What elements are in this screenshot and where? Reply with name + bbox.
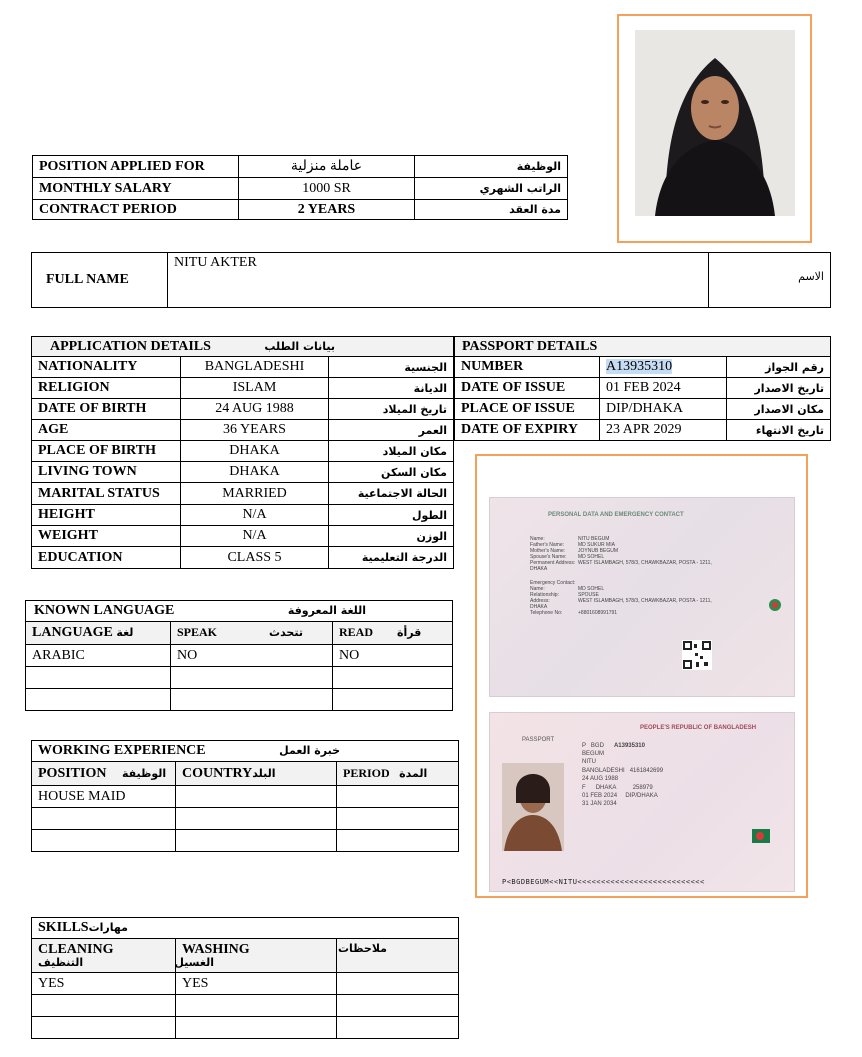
living-town-arabic: مكان السكن: [329, 462, 454, 483]
position-value: عاملة منزلية: [239, 156, 415, 178]
skills-row-cleaning: YES: [32, 973, 176, 995]
passport-photo-page: PEOPLE'S REPUBLIC OF BANGLADESH PASSPORT P BGD A13935310 BEGUM NITU BANGLADESHI 4161842699 24 AUG 1988 F DHAKA 258979 01 FEB 2024 DIP/DHAKA 31 JAN 2034 P<BGDBEGUM<<NITU<<<<<<<<<<<<<<<<<<<<<<<<<<<: [489, 712, 795, 892]
expiry-arabic: تاريخ الانتهاء: [727, 420, 831, 441]
notes-header: ملاحظات: [337, 939, 459, 973]
salary-arabic: الراتب الشهري: [415, 178, 568, 200]
emblem-icon: [768, 598, 782, 612]
passport-word: PASSPORT: [522, 737, 555, 743]
application-title: APPLICATION DETAILS بيانات الطلب: [32, 337, 454, 357]
weight-label: WEIGHT: [32, 526, 181, 547]
issue-date-arabic: تاريخ الاصدار: [727, 378, 831, 399]
full-name-value: NITU AKTER: [168, 253, 709, 308]
language-row-language: ARABIC: [26, 645, 171, 667]
nationality-label: NATIONALITY: [32, 357, 181, 378]
issue-place-value: DIP/DHAKA: [600, 399, 727, 420]
experience-table: [31, 740, 459, 852]
issue-date-value: 01 FEB 2024: [600, 378, 727, 399]
flag-icon: [752, 829, 770, 843]
birthplace-arabic: مكان الميلاد: [329, 441, 454, 462]
height-arabic: الطول: [329, 505, 454, 526]
candidate-photo: [635, 30, 795, 216]
passport-title: PASSPORT DETAILS: [455, 337, 831, 357]
passport-number-label: NUMBER: [455, 357, 600, 378]
contract-label: CONTRACT PERIOD: [33, 200, 239, 220]
language-table: [25, 600, 453, 711]
experience-row-period: [337, 786, 459, 808]
read-header: READ قرأة: [333, 622, 453, 645]
weight-value: N/A: [181, 526, 329, 547]
education-arabic: الدرجة التعليمية: [329, 547, 454, 569]
issue-place-label: PLACE OF ISSUE: [455, 399, 600, 420]
education-label: EDUCATION: [32, 547, 181, 569]
position-header: POSITION الوظيفة: [32, 762, 176, 786]
dob-value: 24 AUG 1988: [181, 399, 329, 420]
height-value: N/A: [181, 505, 329, 526]
birthplace-label: PLACE OF BIRTH: [32, 441, 181, 462]
experience-title: WORKING EXPERIENCE خبرة العمل: [32, 741, 459, 762]
language-title: KNOWN LANGUAGE اللغة المعروفة: [26, 601, 453, 622]
washing-header: WASHING الغسيل: [176, 939, 337, 973]
salary-label: MONTHLY SALARY: [33, 178, 239, 200]
dob-label: DATE OF BIRTH: [32, 399, 181, 420]
expiry-value: 23 APR 2029: [600, 420, 727, 441]
application-table: [31, 336, 454, 569]
religion-label: RELIGION: [32, 378, 181, 399]
age-value: 36 YEARS: [181, 420, 329, 441]
expiry-label: DATE OF EXPIRY: [455, 420, 600, 441]
passport-number-value: A13935310: [600, 357, 727, 378]
living-town-value: DHAKA: [181, 462, 329, 483]
issue-date-label: DATE OF ISSUE: [455, 378, 600, 399]
contract-value: 2 YEARS: [239, 200, 415, 220]
position-label: POSITION APPLIED FOR: [33, 156, 239, 178]
period-header: PERIOD المدة: [337, 762, 459, 786]
salary-value: 1000 SR: [239, 178, 415, 200]
living-town-label: LIVING TOWN: [32, 462, 181, 483]
contract-arabic: مدة العقد: [415, 200, 568, 220]
weight-arabic: الوزن: [329, 526, 454, 547]
mrz-line: P<BGDBEGUM<<NITU<<<<<<<<<<<<<<<<<<<<<<<<<<<: [502, 878, 705, 886]
nationality-arabic: الجنسية: [329, 357, 454, 378]
education-value: CLASS 5: [181, 547, 329, 569]
skills-row-notes: [337, 973, 459, 995]
full-name-label: FULL NAME: [32, 253, 168, 308]
skills-row-washing: YES: [176, 973, 337, 995]
candidate-photo-frame: [617, 14, 812, 243]
height-label: HEIGHT: [32, 505, 181, 526]
country-header: PEOPLE'S REPUBLIC OF BANGLADESH: [640, 725, 757, 731]
skills-title: SKILLSمهارات: [32, 918, 459, 939]
position-arabic: الوظيفة: [415, 156, 568, 178]
marital-label: MARITAL STATUS: [32, 483, 181, 505]
marital-value: MARRIED: [181, 483, 329, 505]
religion-arabic: الديانة: [329, 378, 454, 399]
country-header: COUNTRYالبلد: [176, 762, 337, 786]
passport-data-page: PERSONAL DATA AND EMERGENCY CONTACT Name: NITU BEGUM Father's Name: MD SUKUR MIA Mother's Name: JOYNUB BEGUM Spouse's Name: MD SOHEL Permanent Address: WEST ISLAMBAGH, 578/3, CHAWKBAZAR, POSTA - 1211, DHAKA Emergency Contact: Name: MD SOHEL Relationship: SPOUSE Address: WEST ISLAMBAGH, 578/3, CHAWKBAZAR, POSTA - 1211, DHAKA Telephone No: +8801608991791: [489, 497, 795, 697]
age-label: AGE: [32, 420, 181, 441]
experience-row-position: HOUSE MAID: [32, 786, 176, 808]
passport-holder-photo: [502, 763, 564, 851]
full-name-arabic: الاسم: [709, 253, 831, 308]
marital-arabic: الحالة الاجتماعية: [329, 483, 454, 505]
language-row-speak: NO: [171, 645, 333, 667]
experience-row-country: [176, 786, 337, 808]
language-header: LANGUAGE لغة: [26, 622, 171, 645]
religion-value: ISLAM: [181, 378, 329, 399]
nationality-value: BANGLADESHI: [181, 357, 329, 378]
qr-code-icon: [682, 640, 712, 670]
language-row-read: NO: [333, 645, 453, 667]
birthplace-value: DHAKA: [181, 441, 329, 462]
dob-arabic: تاريخ الميلاد: [329, 399, 454, 420]
cleaning-header: CLEANING التنظيف: [32, 939, 176, 973]
passport-number-arabic: رقم الجواز: [727, 357, 831, 378]
skills-table: [31, 917, 459, 1039]
emergency-title: PERSONAL DATA AND EMERGENCY CONTACT: [548, 512, 684, 518]
passport-table: [454, 336, 831, 441]
age-arabic: العمر: [329, 420, 454, 441]
position-table: [32, 155, 568, 220]
issue-place-arabic: مكان الاصدار: [727, 399, 831, 420]
full-name-table: [31, 252, 831, 308]
speak-header: SPEAK تتحدث: [171, 622, 333, 645]
